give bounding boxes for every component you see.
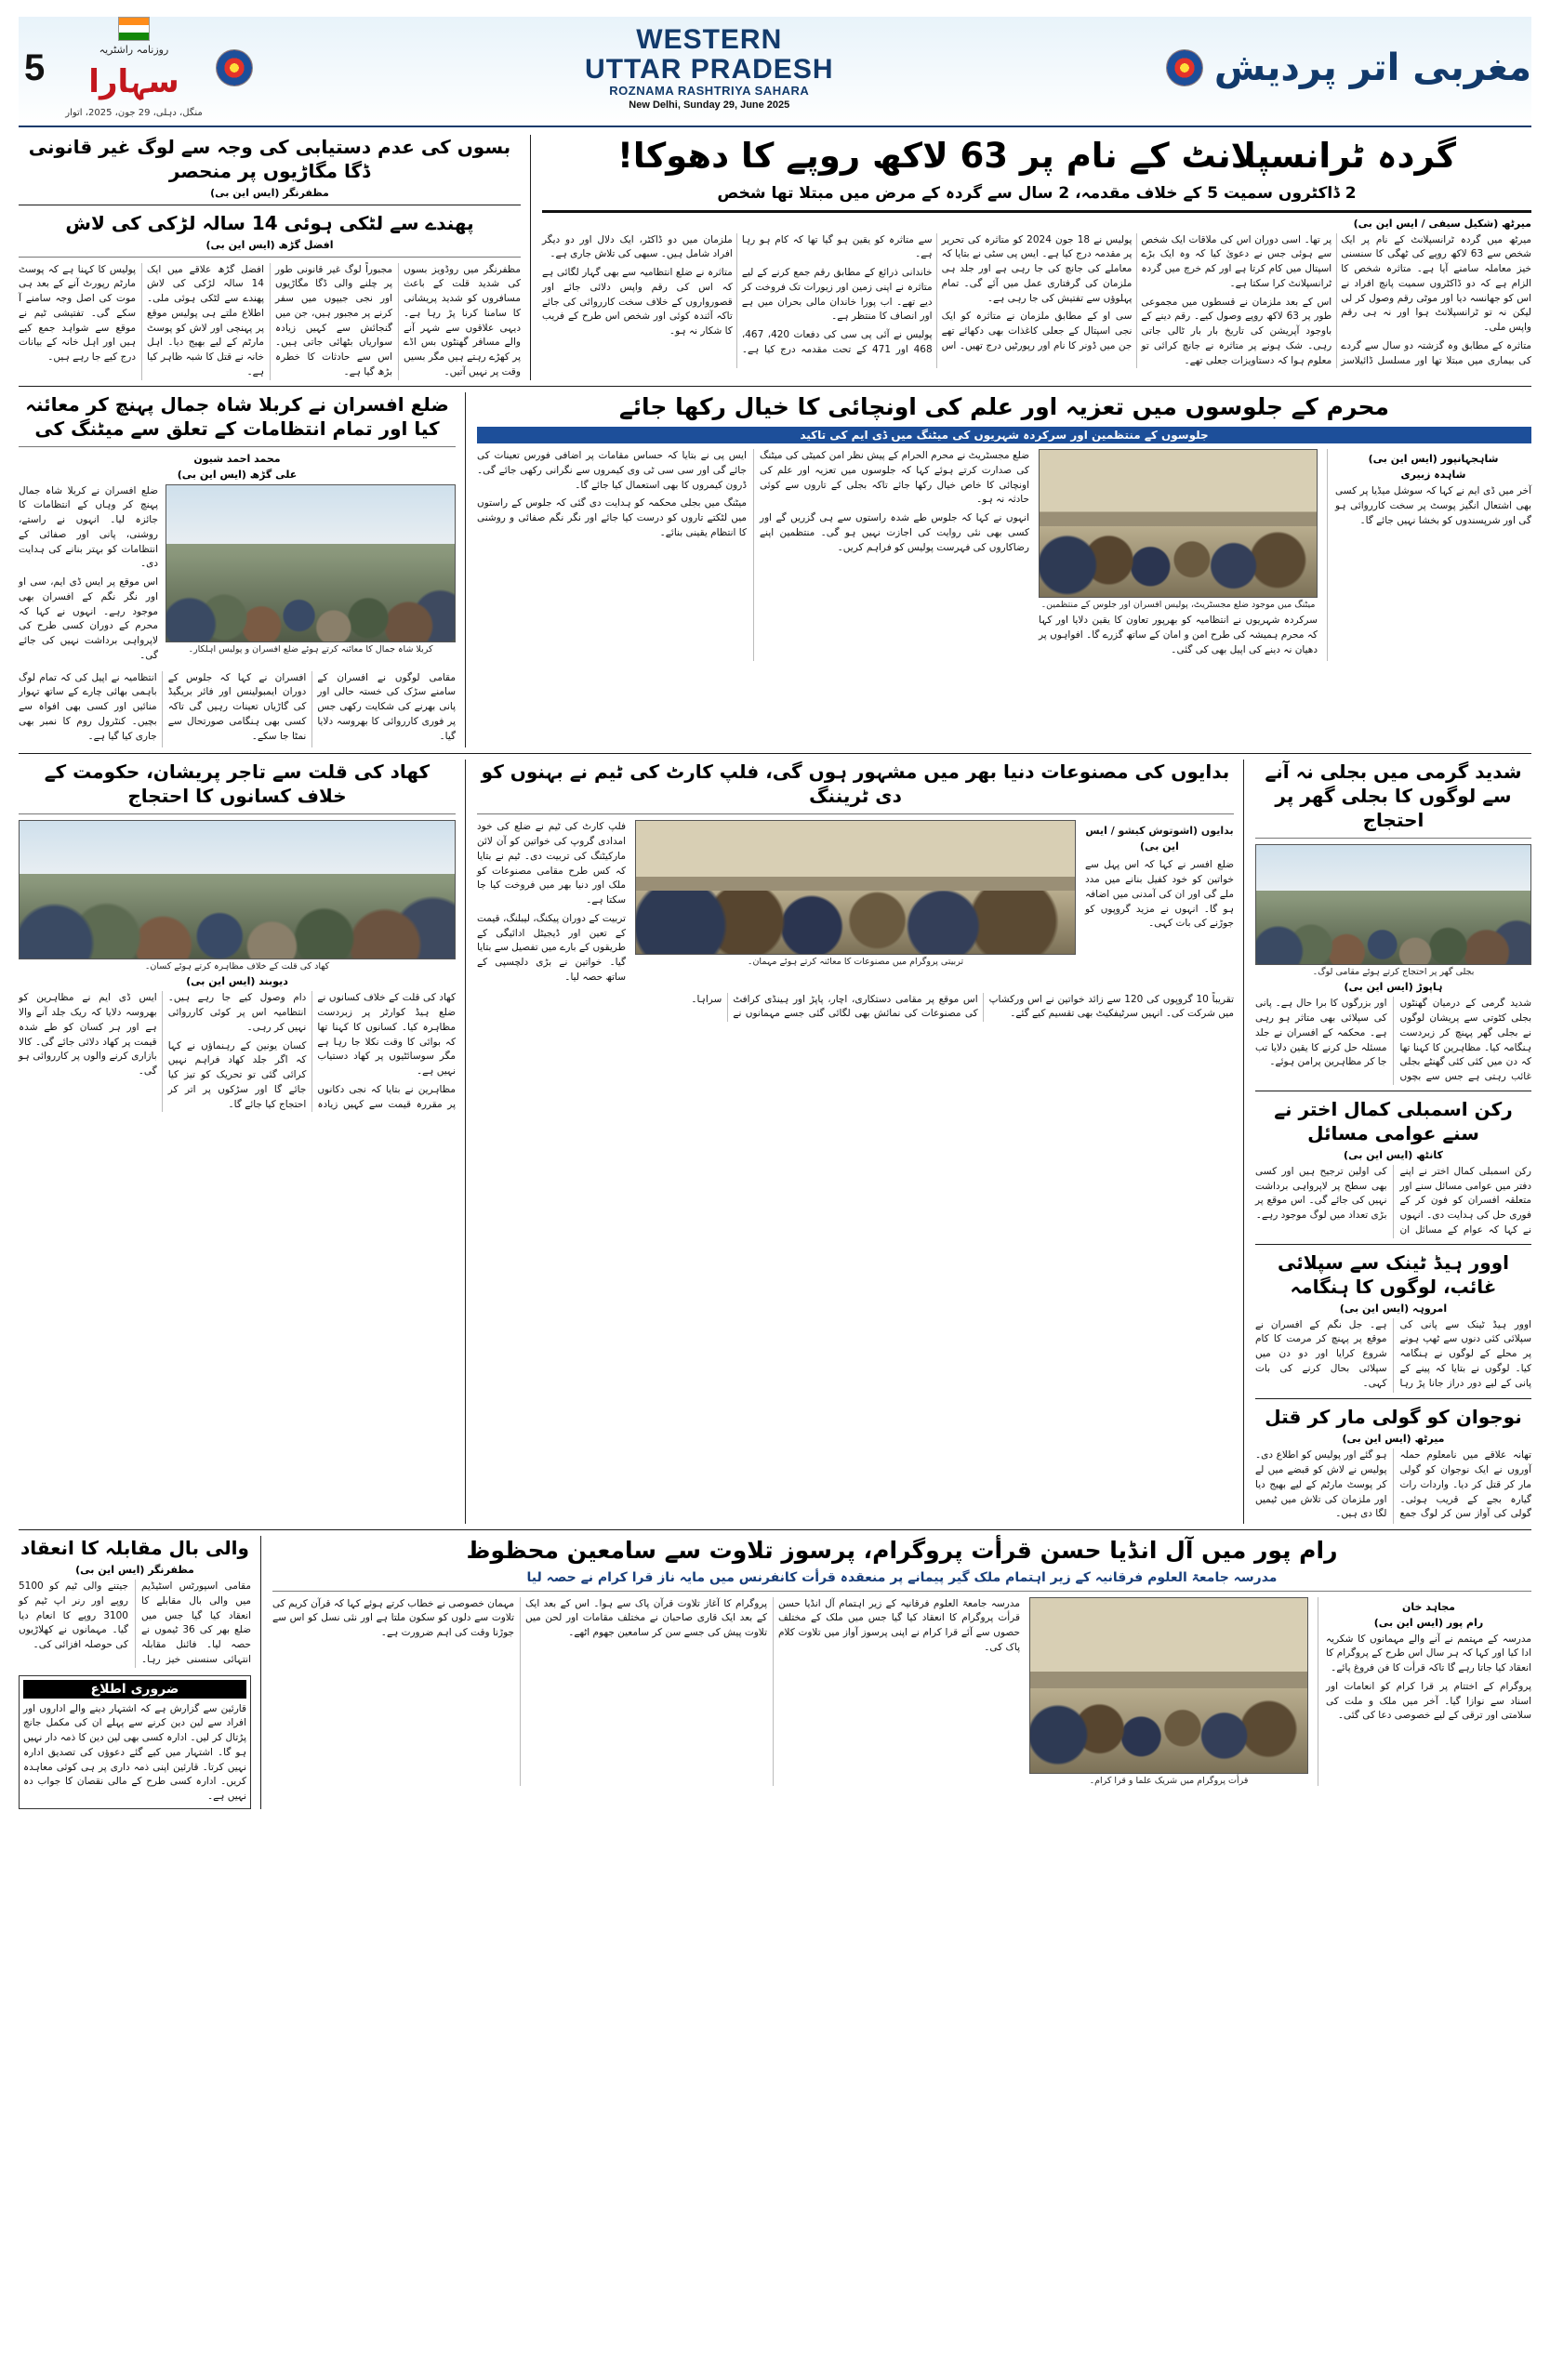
flipkart-col-left — [477, 820, 626, 988]
logo-word: سہارا — [88, 62, 179, 100]
second-section — [19, 392, 1531, 748]
muharram-blue-band: جلوسوں کے منتظمین اور سرکردہ شہریوں کی میٹنگ میں ڈی ایم کی تاکید — [477, 427, 1531, 443]
flipkart-para-2: ضلع افسر نے کہا کہ اس پہل سے خواتین کو خود کفیل بنانے میں مدد ملے گی اور ان کی آمدنی میں اضافہ ہو گا۔ انہوں نے مزید گروپوں کو جوڑنے کی بات کہی۔ — [1085, 859, 1234, 930]
khad-photo — [19, 820, 456, 959]
topleft-headline-1: بسوں کی عدم دستیابی کی وجہ سے لوگ غیر قانونی ڈگا مگاڑیوں پر منحصر — [28, 135, 511, 182]
lead-para-6: پولیس نے آئی پی سی کی دفعات 420، 467، 468 اور 471 کے تحت مقدمہ درج کیا ہے۔ ملزمان میں دو ڈاکٹر، ایک دلال اور دو دیگر افراد شامل ہیں۔ سبھی کی تلاش جاری ہے۔ — [542, 233, 933, 355]
qirat-photo — [1029, 1597, 1308, 1774]
masthead-center — [253, 25, 1166, 111]
khad-caption: کھاد کی قلت کے خلاف مظاہرہ کرتے ہوئے کسان۔ — [144, 961, 330, 972]
muharram-para-3: میٹنگ میں بجلی محکمہ کو ہدایت دی گئی کہ جلوس کے راستوں میں لٹکتے تاروں کو درست کیا جائے اور نگر نگم صفائی و روشنی کا انتظام یقینی بنائے۔ — [477, 497, 747, 538]
masthead — [19, 17, 1531, 127]
goli-body — [1255, 1448, 1531, 1524]
paper-date: New Delhi, Sunday 29, June 2025 — [629, 99, 790, 112]
topleft-para-c: افضل گڑھ علاقے میں ایک 14 سالہ لڑکی کی لاش پھندے سے لٹکی ہوئی ملی۔ اطلاع ملتے ہی پولیس موقع پر پہنچی اور لاش کو پوسٹ مارٹم کے لیے بھیج دیا۔ اہل خانہ نے قتل کا شبہ ظاہر کیا ہے۔ — [147, 263, 264, 377]
paper-subtitle: ROZNAMA RASHTRIYA SAHARA — [609, 84, 810, 99]
logo-urdu-top: روزنامہ راشٹریہ — [99, 44, 169, 56]
topleft-byline-1: مظفرنگر (ایس این بی) — [210, 186, 329, 199]
flag-icon — [118, 17, 150, 41]
karbala-para-0: ضلع افسران نے کربلا شاہ جمال پہنچ کر وہاں کے انتظامات کا جائزہ لیا۔ انہوں نے راستے، روشنی، پانی اور صفائی کے انتظامات کو بہتر بنانے کی ہدایت دی۔ — [19, 484, 158, 570]
topleft-headline-2: پھندے سے لٹکی ہوئی 14 سالہ لڑکی کی لاش — [65, 211, 474, 234]
volleyball-byline: مظفرنگر (ایس این بی) — [75, 1564, 194, 1577]
volleyball-para: مقامی اسپورٹس اسٹیڈیم میں والی بال مقابلے کا انعقاد کیا گیا جس میں ضلع بھر کی 36 ٹیموں نے حصہ لیا۔ فائنل مقابلہ انتہائی سنسنی خیز رہا۔ جیتنے والی ٹیم کو 5100 روپے اور رنر اپ ٹیم کو 3100 روپے کا انعام دیا گیا۔ مہمانوں نے کھلاڑیوں کی حوصلہ افزائی کی۔ — [19, 1580, 251, 1665]
tank-headline: اوور ہیڈ ٹینک سے سپلائی غائب، لوگوں کا ہنگامہ — [1278, 1250, 1509, 1298]
flipkart-col-right — [1085, 820, 1234, 988]
goli-para: تھانہ علاقے میں نامعلوم حملہ آوروں نے ایک نوجوان کو گولی مار کر قتل کر دیا۔ واردات رات گیارہ بجے کے قریب ہوئی۔ گولی کی آواز سن کر لوگ جمع ہو گئے اور پولیس کو اطلاع دی۔ پولیس نے لاش کو قبضے میں لے کر پوسٹ مارٹم کے لیے بھیج دیا اور ملزمان کی تلاش میں ٹیمیں لگا دی ہیں۔ — [1255, 1449, 1531, 1520]
qirat-para-3: مدرسہ کے مہتمم نے آنے والے مہمانوں کا شکریہ ادا کیا اور کہا کہ ہر سال اس طرح کے پروگرام کا انعقاد کیا جاتا رہے گا تاکہ قرأت کا فن فروغ پائے۔ — [1326, 1633, 1531, 1674]
muharram-story — [465, 392, 1531, 748]
muharram-under-photo — [1039, 614, 1318, 657]
masthead-right — [1166, 46, 1531, 90]
flipkart-story — [465, 760, 1234, 1524]
mla-para: رکن اسمبلی کمال اختر نے اپنے دفتر میں عوامی مسائل سنے اور متعلقہ افسران کو فون کر کے فوری حل کی ہدایت دی۔ انہوں نے کہا کہ عوام کے مسائل ان کی اولین ترجیح ہیں اور کسی بھی سطح پر لاپرواہی برداشت نہیں کی جائے گی۔ اس موقع پر بڑی تعداد میں لوگ موجود رہے۔ — [1255, 1165, 1531, 1236]
khad-para-2: کسان یونین کے رہنماؤں نے کہا کہ اگر جلد کھاد فراہم نہیں کرائی گئی تو تحریک کو تیز کیا جائے گا اور سڑکوں پر اتر کر احتجاج کیا جائے گا۔ — [167, 1039, 307, 1110]
flipkart-para-1: تربیت کے دوران پیکنگ، لیبلنگ، قیمت کے تعین اور ڈیجیٹل ادائیگی کے طریقوں کے بارے میں تفصیل سے بتایا گیا۔ خواتین نے بڑی دلچسپی کے ساتھ حصہ لیا۔ — [477, 912, 626, 983]
khad-para-0: کھاد کی قلت کے خلاف کسانوں نے ضلع ہیڈ کوارٹر پر زبردست مظاہرہ کیا۔ کسانوں کا کہنا تھا کہ بوائی کا وقت نکلا جا رہا ہے مگر سوسائٹیوں پر کھاد دستیاب نہیں ہے۔ — [317, 992, 456, 1078]
qirat-byline-2: رام پور (ایس این بی) — [1373, 1616, 1484, 1629]
topleft-para-a: مظفرنگر میں روڈویز بسوں کی شدید قلت کے باعث مسافروں کو شدید پریشانی کا سامنا کرنا پڑ رہا ہے۔ دیہی علاقوں سے شہر آنے والے مسافر گھنٹوں بس اڈے پر کھڑے رہتے ہیں مگر بسیں وقت پر نہیں آتیں۔ — [404, 263, 521, 377]
muharram-caption: میٹنگ میں موجود ضلع مجسٹریٹ، پولیس افسران اور جلوس کے منتظمین۔ — [1040, 600, 1316, 611]
flipkart-para-4: اس موقع پر مقامی دستکاری، اچار، پاپڑ اور ہینڈی کرافٹ کی مصنوعات کی نمائش بھی لگائی گئی جسے مہمانوں نے سراہا۔ — [691, 993, 978, 1020]
bijli-photo — [1255, 844, 1531, 965]
qirat-story — [260, 1536, 1531, 1809]
khad-para-3: ایس ڈی ایم نے مظاہرین کو بھروسہ دلایا کہ ریک جلد آنے والا ہے اور ہر کسان کو طے شدہ قیمت پر کھاد دلائی جائے گی۔ کالا بازاری کرنے والوں پر کارروائی ہو گی۔ — [19, 992, 157, 1078]
muharram-para-0: ضلع مجسٹریٹ نے محرم الحرام کے پیش نظر امن کمیٹی کی میٹنگ کی صدارت کرتے ہوئے کہا کہ جلوسوں میں تعزیہ اور علم کی اونچائی کا خاص خیال رکھا جائے تاکہ بجلی کے تاروں سے کوئی حادثہ نہ ہو۔ — [760, 450, 1029, 506]
qirat-col-right — [1318, 1597, 1531, 1786]
tank-para: اوور ہیڈ ٹینک سے پانی کی سپلائی کئی دنوں سے ٹھپ ہونے پر محلے کے لوگوں نے ہنگامہ کیا۔ لوگوں نے بتایا کہ پینے کے پانی کے لیے دور دراز جانا پڑ رہا ہے۔ جل نگم کے افسران نے موقع پر پہنچ کر مرمت کا کام شروع کرایا اور دو دن میں سپلائی بحال کرنے کی بات کہی۔ — [1255, 1318, 1531, 1389]
tank-body — [1255, 1318, 1531, 1394]
karbala-para-4: انتظامیہ نے اپیل کی کہ تمام لوگ باہمی بھائی چارے کے ساتھ تہوار منائیں اور کسی بھی افواہ سے بچیں۔ کنٹرول روم کا نمبر بھی جاری کیا گیا ہے۔ — [19, 671, 157, 742]
qirat-photo-wrap — [1029, 1597, 1308, 1786]
topleft-byline-2: افضل گڑھ (ایس این بی) — [205, 238, 334, 251]
qirat-headline: رام پور میں آل انڈیا حسن قرأت پروگرام، پرسوز تلاوت سے سامعین محظوظ — [466, 1537, 1338, 1565]
paper-title-line1: WESTERN — [636, 24, 783, 56]
qirat-caption: قرأت پروگرام میں شریک علما و قرا کرام۔ — [1089, 1775, 1249, 1786]
flipkart-caption: تربیتی پروگرام میں مصنوعات کا معائنہ کرتے ہوئے مہمان۔ — [747, 957, 964, 968]
muharram-para-5: آخر میں ڈی ایم نے کہا کہ سوشل میڈیا پر کسی بھی اشتعال انگیز پوسٹ پر سخت کارروائی ہو گی اور شرپسندوں کو بخشا نہیں جائے گا۔ — [1335, 485, 1531, 526]
lead-para-1: متاثرہ کے مطابق وہ گزشتہ دو سال سے گردے کی بیماری میں مبتلا تھا اور مسلسل ڈائیلاسز پر تھا۔ اسی دوران اس کی ملاقات ایک شخص سے ہوئی جس نے دعویٰ کیا کہ وہ ایک بڑے اسپتال میں کام کرتا ہے اور کم خرچ میں گردہ ٹرانسپلانٹ کرا سکتا ہے۔ — [1141, 233, 1531, 366]
lead-para-4: سی او کے مطابق ملزمان نے متاثرہ کو ایک نجی اسپتال کے جعلی کاغذات بھی دکھائے تھے جن میں ڈونر کا نام اور رپورٹیں درج تھیں۔ اس سے متاثرہ کو یقین ہو گیا تھا کہ کام ہو رہا ہے۔ — [741, 233, 1133, 351]
top-left-block — [19, 135, 521, 380]
flipkart-headline: بدایوں کی مصنوعات دنیا بھر میں مشہور ہوں گی، فلپ کارٹ کی ٹیم نے بہنوں کو دی ٹریننگ — [481, 760, 1230, 808]
lead-para-3: پولیس نے 18 جون 2024 کو متاثرہ کی تحریر پر مقدمہ درج کیا ہے۔ ایس پی سٹی نے بتایا کہ معاملے کی جانچ کی جا رہی ہے اور جلد ہی ملزمان کی گرفتاری عمل میں آئے گی۔ تمام پہلوؤں سے تفتیش کی جا رہی ہے۔ — [941, 233, 1133, 304]
karbala-body — [19, 671, 456, 748]
notice-body: قارئین سے گزارش ہے کہ اشتہار دینے والے اداروں اور افراد سے لین دین کرنے سے پہلے ان کی مکمل جانچ پڑتال کر لیں۔ ادارہ کسی بھی لین دین کا ذمہ دار نہیں ہو گا۔ اشتہار میں کیے گئے دعوؤں کی تصدیق ادارہ نہیں کرتا۔ قارئین اپنی ذمہ داری پر ہی کوئی معاہدہ کریں۔ ادارہ کسی طرح کے مالی نقصان کا جواب دہ نہیں ہے۔ — [23, 1702, 246, 1803]
qirat-subhead: مدرسہ جامعۃ العلوم فرقانیہ کے زیر اہتمام ملک گیر پیمانے پر منعقدہ قرأت کانفرنس میں مایہ ناز قرا کرام نے حصہ لیا — [526, 1569, 1278, 1585]
karbala-caption: کربلا شاہ جمال کا معائنہ کرتے ہوئے ضلع افسران و پولیس اہلکار۔ — [188, 643, 433, 654]
flipkart-byline: بدایوں (اشوتوش کیشو / ایس این بی) — [1085, 825, 1234, 853]
right-rail — [1243, 760, 1531, 1524]
qirat-para-0: مدرسہ جامعۃ العلوم فرقانیہ کے زیر اہتمام آل انڈیا حسن قرأت پروگرام کا انعقاد کیا گیا جس میں ملک کے مختلف حصوں سے آئے قرا کرام نے اپنی پرسوز آواز میں تلاوت کلام پاک کی۔ — [778, 1597, 1020, 1653]
muharram-byline: شاہجہانپور (ایس این بی) — [1368, 453, 1499, 466]
lead-para-2: اس کے بعد ملزمان نے قسطوں میں مجموعی طور پر 63 لاکھ روپے وصول کیے۔ رقم دینے کے باوجود آپریشن کی تاریخ بار بار ٹالی جاتی رہی۔ شک ہونے پر متاثرہ نے جانچ کرائی تو معلوم ہوا کہ دستاویزات جعلی تھے۔ — [1141, 296, 1332, 366]
qirat-body-right — [1326, 1633, 1531, 1725]
lead-body — [542, 233, 1531, 369]
muharram-headline: محرم کے جلوسوں میں تعزیہ اور علم کی اونچائی کا خیال رکھا جائے — [618, 392, 1390, 420]
bijli-headline: شدید گرمی میں بجلی نہ آنے سے لوگوں کا بجلی گھر پر احتجاج — [1265, 760, 1522, 832]
karbala-byline: محمد احمد شیون — [193, 452, 281, 465]
mla-body — [1255, 1165, 1531, 1238]
khad-body — [19, 991, 456, 1112]
lead-byline: میرٹھ (شکیل سیفی / ایس این بی) — [1353, 217, 1531, 230]
karbala-headline: ضلع افسران نے کربلا شاہ جمال پہنچ کر معائنہ کیا اور تمام انتظامات کے تعلق سے میٹنگ کی — [25, 392, 449, 440]
bijli-byline: ہاپوڑ (ایس این بی) — [1344, 981, 1443, 994]
mla-byline: کانٹھ (ایس این بی) — [1344, 1148, 1443, 1161]
paper-title-urdu: مغربی اتر پردیش — [1213, 46, 1531, 90]
karbala-para-2: مقامی لوگوں نے افسران کے سامنے سڑک کی خستہ حالی اور پانی بھرنے کی شکایت رکھی جس پر فوری کارروائی کا بھروسہ دلایا گیا۔ — [317, 671, 456, 742]
topleft-body — [19, 263, 521, 380]
karbala-photo — [166, 484, 456, 642]
notice-box — [19, 1675, 251, 1809]
karbala-byline-2: علی گڑھ (ایس این بی) — [177, 468, 298, 481]
lead-headline: گردہ ٹرانسپلانٹ کے نام پر 63 لاکھ روپے کا دھوکا! — [616, 135, 1457, 176]
topleft-para-b: مجبوراً لوگ غیر قانونی طور پر چلنے والی ڈگا مگاڑیوں اور نجی جیپوں میں سفر کرنے پر مجبور ہیں، جن میں گنجائش سے کہیں زیادہ سواریاں بٹھائی جاتی ہیں۔ اس سے حادثات کا خطرہ بڑھ گیا ہے۔ — [275, 263, 392, 377]
karbala-photo-wrap — [166, 484, 456, 668]
muharram-byline-2: شاہدہ زبیری — [1400, 469, 1466, 482]
karbala-para-1: اس موقع پر ایس ڈی ایم، سی او اور نگر نگم کے افسران بھی موجود رہے۔ انہوں نے کہا کہ محرم کے دوران کسی طرح کی لاپرواہی برداشت نہیں کی جائے گی۔ — [19, 576, 158, 661]
flipkart-body — [477, 993, 1234, 1023]
khad-story — [19, 760, 456, 1524]
flipkart-photo-wrap — [635, 820, 1076, 988]
tank-byline: امروہہ (ایس این بی) — [1339, 1302, 1448, 1315]
logo-sub: منگل، دہلی، 29 جون، 2025، اتوار — [65, 107, 203, 118]
muharram-body-right — [1335, 484, 1531, 528]
lead-story — [530, 135, 1531, 380]
karbala-col-left — [19, 484, 158, 668]
muharram-para-2: ایس پی نے بتایا کہ حساس مقامات پر اضافی فورس تعینات کی جائے گی اور سی سی ٹی وی کیمروں سے نگرانی رکھی جائے گی۔ ڈرون کیمروں کا بھی استعمال کیا جائے گا۔ — [477, 450, 747, 491]
rosette-icon — [216, 49, 253, 86]
muharram-para-4: سرکردہ شہریوں نے انتظامیہ کو بھرپور تعاون کا یقین دلایا اور کہا کہ محرم ہمیشہ کی طرح امن و امان کے ساتھ گزرے گا۔ افواہوں پر دھیان نہ دینے کی اپیل بھی کی گئی۔ — [1039, 615, 1318, 655]
qirat-para-4: پروگرام کے اختتام پر قرا کرام کو انعامات اور اسناد سے نوازا گیا۔ آخر میں ملک و ملت کی سلامتی اور ترقی کے لیے خصوصی دعا کی گئی۔ — [1326, 1680, 1531, 1722]
third-section — [19, 760, 1531, 1524]
sahara-logo — [65, 17, 202, 120]
mla-headline: رکن اسمبلی کمال اختر نے سنے عوامی مسائل — [1274, 1097, 1513, 1144]
masthead-left — [19, 17, 253, 120]
bottom-section — [19, 1536, 1531, 1809]
khad-headline: کھاد کی قلت سے تاجر پریشان، حکومت کے خلاف کسانوں کا احتجاج — [44, 760, 431, 808]
volleyball-body — [19, 1580, 251, 1668]
bijli-body — [1255, 997, 1531, 1085]
topleft-para-d: پولیس کا کہنا ہے کہ پوسٹ مارٹم رپورٹ آنے کے بعد ہی موت کی اصل وجہ سامنے آ سکے گی۔ تفتیشی ٹیم نے موقع سے شواہد جمع کیے ہیں اور اہل خانہ کے بیانات درج کیے جا رہے ہیں۔ — [19, 263, 136, 363]
karbala-para-3: افسران نے کہا کہ جلوس کے دوران ایمبولینس اور فائر بریگیڈ کی گاڑیاں تعینات رہیں گی تاکہ کسی بھی ہنگامی صورتحال سے نمٹا جا سکے۔ — [167, 671, 307, 742]
muharram-para-1: انہوں نے کہا کہ جلوس طے شدہ راستوں سے ہی گزریں گے اور کسی بھی نئی روایت کی اجازت نہیں ہو گی۔ منتظمین اپنے رضاکاروں کی فہرست پولیس کو فراہم کریں۔ — [760, 512, 1029, 553]
khad-para-1: مظاہرین نے بتایا کہ نجی دکانوں پر مقررہ قیمت سے کہیں زیادہ دام وصول کیے جا رہے ہیں۔ انتظامیہ اس پر کوئی کارروائی نہیں کر رہی۔ — [167, 992, 456, 1110]
lead-para-7: متاثرہ نے ضلع انتظامیہ سے بھی گہار لگائی ہے کہ اس کی رقم واپس دلائی جائے اور قصورواروں کے خلاف سخت کارروائی کی جائے تاکہ آئندہ کوئی اور شخص اس طرح کے فریب کا شکار نہ ہو۔ — [542, 267, 733, 337]
rosette-icon-right — [1166, 49, 1203, 86]
goli-byline: میرٹھ (ایس این بی) — [1342, 1433, 1445, 1446]
bottom-left-block — [19, 1536, 251, 1809]
volleyball-headline: والی بال مقابلہ کا انعقاد — [20, 1537, 249, 1560]
muharram-photo — [1039, 449, 1318, 598]
goli-headline: نوجوان کو گولی مار کر قتل — [1265, 1406, 1522, 1429]
karbala-story — [19, 392, 456, 748]
muharram-col-right — [1327, 449, 1531, 661]
qirat-body-left — [272, 1597, 1020, 1786]
qirat-para-2: مہمان خصوصی نے خطاب کرتے ہوئے کہا کہ قرآن کریم کی تلاوت سے دلوں کو سکون ملتا ہے اور نئی نسل کو اس سے جوڑنا وقت کی اہم ضرورت ہے۔ — [272, 1597, 514, 1639]
notice-title: ضروری اطلاع — [23, 1680, 246, 1699]
flipkart-para-3: تقریباً 10 گروپوں کی 120 سے زائد خواتین نے اس ورکشاپ میں شرکت کی۔ انہیں سرٹیفکیٹ بھی تقسیم کیے گئے۔ — [988, 993, 1234, 1020]
khad-byline: دیوبند (ایس این بی) — [186, 975, 288, 988]
qirat-para-1: پروگرام کا آغاز تلاوت قرآن پاک سے ہوا۔ اس کے بعد ایک کے بعد ایک قاری صاحبان نے مختلف مقامات اور لحن میں تلاوت پیش کی جسے سن کر سامعین جھوم اٹھے۔ — [525, 1597, 767, 1639]
bijli-caption: بجلی گھر پر احتجاج کرتے ہوئے مقامی لوگ۔ — [1312, 967, 1475, 978]
muharram-body-left — [477, 449, 1029, 661]
top-section — [19, 135, 1531, 380]
qirat-byline: مجاہد خان — [1402, 1600, 1455, 1613]
bijli-para: شدید گرمی کے درمیان گھنٹوں بجلی کٹوتی سے پریشان لوگوں نے بجلی گھر پہنچ کر زبردست ہنگامہ کیا۔ مظاہرین کا کہنا تھا کہ دن میں کئی کئی گھنٹے بجلی غائب رہتی ہے جس سے بچوں اور بزرگوں کا برا حال ہے۔ پانی کی سپلائی بھی متاثر ہو رہی ہے۔ محکمہ کے افسران نے جلد مسئلہ حل کرنے کا یقین دلایا تب جا کر مظاہرین پرامن ہوئے۔ — [1255, 998, 1531, 1083]
page-number: 5 — [24, 46, 46, 88]
lead-subhead: 2 ڈاکٹروں سمیت 5 کے خلاف مقدمہ، 2 سال سے گردہ کے مرض میں مبتلا تھا شخص — [717, 183, 1357, 203]
muharram-photo-wrap — [1039, 449, 1318, 661]
lead-para-0: میرٹھ میں گردہ ٹرانسپلانٹ کے نام پر ایک شخص سے 63 لاکھ روپے کی ٹھگی کا سنسنی خیز معاملہ سامنے آیا ہے۔ متاثرہ شخص کا الزام ہے کہ دو ڈاکٹروں سمیت پانچ افراد نے اس کو جھانسہ دیا اور موٹی رقم وصول کر لی لیکن نہ تو ٹرانسپلانٹ ہوا اور نہ ہی رقم واپس ملی۔ — [1341, 233, 1531, 334]
lead-para-5: خاندانی ذرائع کے مطابق رقم جمع کرنے کے لیے متاثرہ نے اپنی زمین اور زیورات تک فروخت کر دیے تھے۔ اب پورا خاندان مالی بحران میں ہے اور انصاف کا منتظر ہے۔ — [741, 267, 933, 323]
paper-title-line2: UTTAR PRADESH — [585, 53, 834, 85]
flipkart-photo — [635, 820, 1076, 955]
flipkart-para-0: فلپ کارٹ کی ٹیم نے ضلع کی خود امدادی گروپ کی خواتین کو آن لائن مارکیٹنگ کی تربیت دی۔ ٹیم نے بتایا کہ کس طرح مقامی مصنوعات کو ملک اور دنیا بھر میں فروخت کیا جا سکتا ہے۔ — [477, 821, 626, 906]
